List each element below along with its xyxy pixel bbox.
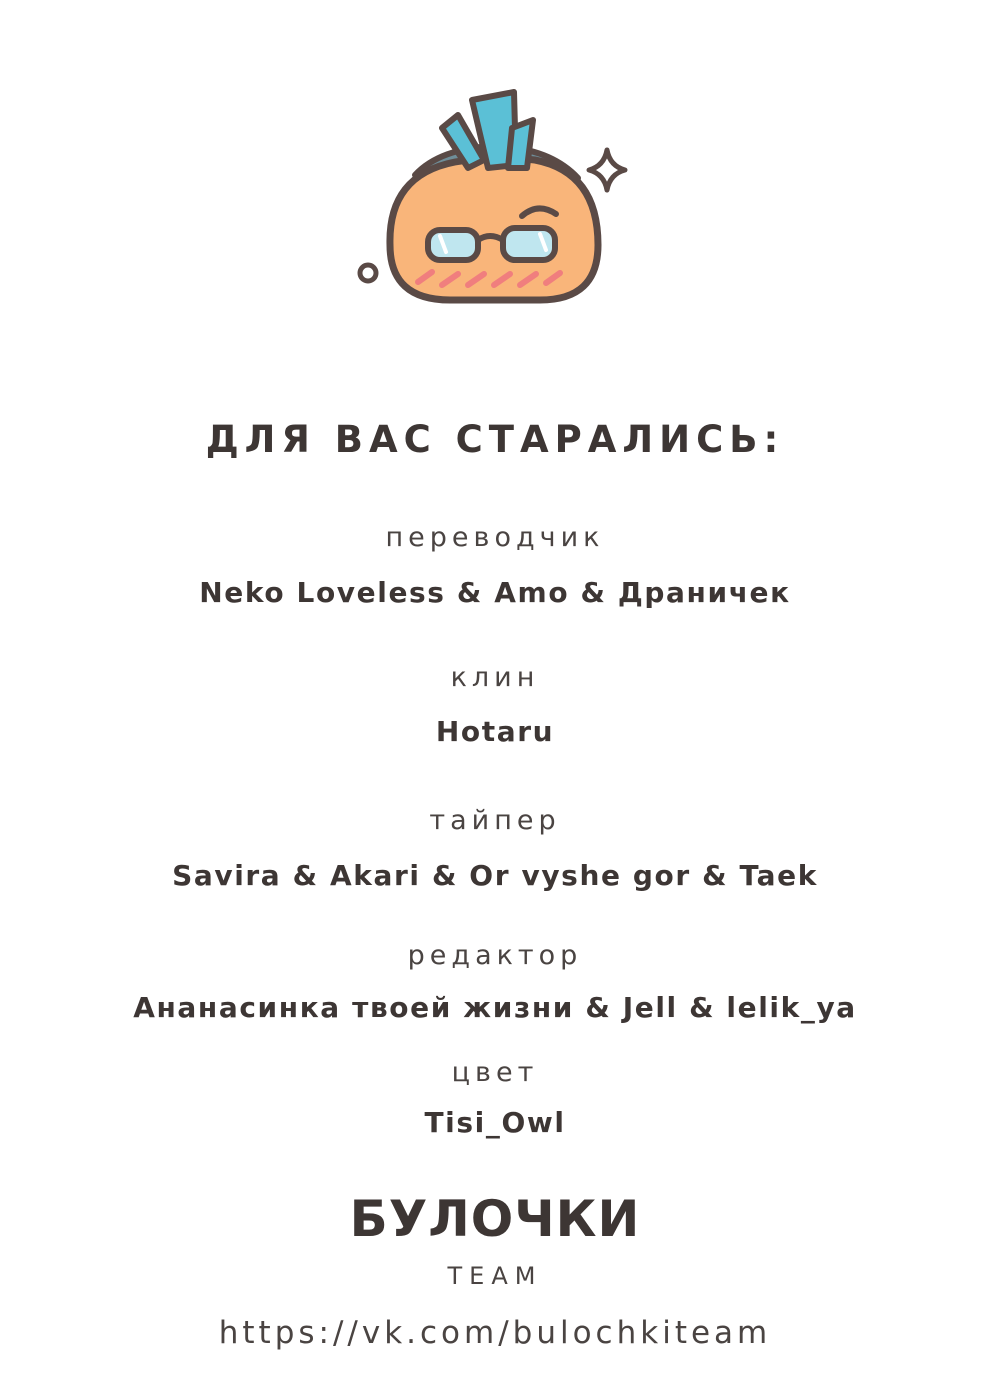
credit-names-editor: Ананасинка твоей жизни & Jell & lelik_ya — [133, 991, 857, 1024]
credit-role-translator: переводчик — [385, 522, 605, 553]
credit-role-color: цвет — [451, 1057, 539, 1088]
credit-names-typesetter: Savira & Akari & Or vyshe gor & Taek — [172, 859, 818, 892]
page-title: ДЛЯ ВАС СТАРАЛИСЬ: — [205, 418, 785, 461]
credit-role-typesetter: тайпер — [429, 805, 561, 836]
bun-mascot-icon — [340, 80, 650, 320]
brand-name: БУЛОЧКИ — [349, 1190, 641, 1248]
credit-names-color: Tisi_Owl — [424, 1106, 566, 1139]
credit-names-cleaner: Hotaru — [435, 715, 555, 748]
sparkle-icon — [589, 150, 625, 190]
brand-url-link[interactable]: https://vk.com/bulochkiteam — [218, 1315, 772, 1351]
circle-dot-icon — [360, 265, 376, 281]
credit-role-editor: редактор — [407, 940, 583, 971]
credit-names-translator: Neko Loveless & Amo & Драничек — [199, 576, 791, 609]
credit-role-cleaner: клин — [450, 662, 540, 693]
brand-subtitle: TEAM — [447, 1262, 543, 1290]
